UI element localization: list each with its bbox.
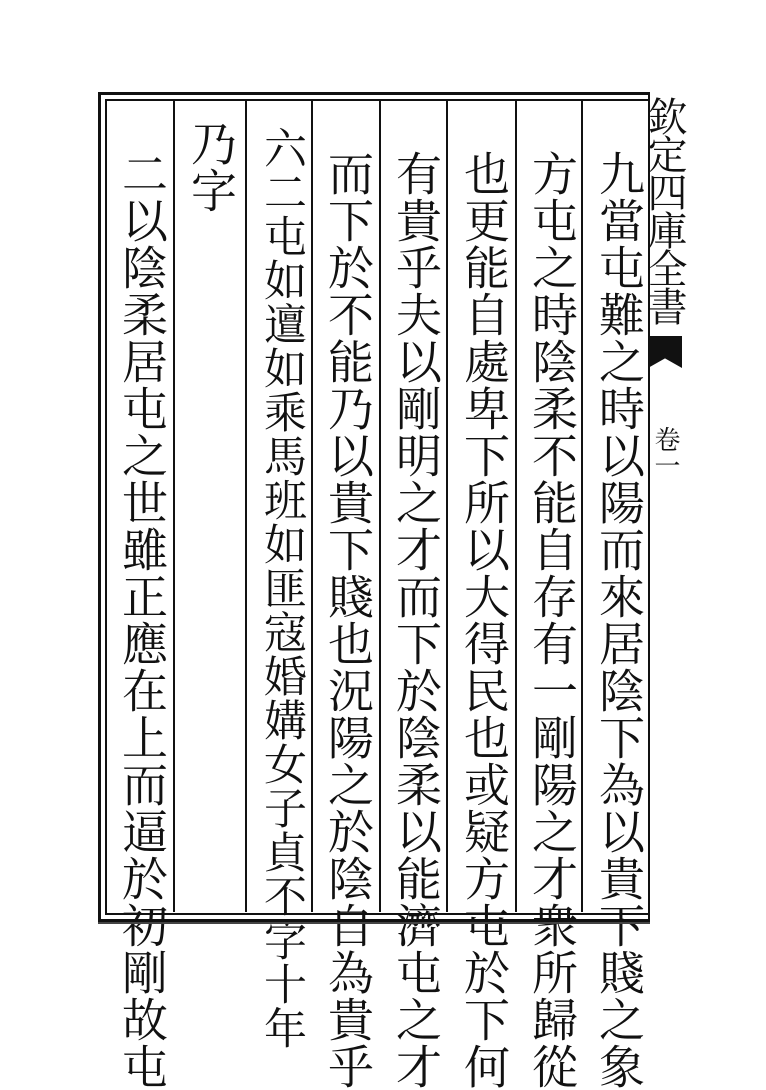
text-column-3: 也更能自處卑下所以大得民也或疑方屯於下何 [457, 150, 511, 1090]
text-column-2: 方屯之時陰柔不能自存有一剛陽之才衆所歸從 [525, 150, 579, 1090]
text-column-7: 乃字 [184, 120, 238, 214]
text-column-4: 有貴乎夫以剛明之才而下於陰柔以能濟屯之才 [389, 150, 443, 1090]
column-rule [245, 100, 247, 912]
text-column-8: 二以陰柔居屯之世雖正應在上而逼於初剛故屯 [115, 150, 169, 1090]
text-column-1: 九當屯難之時以陽而來居陰下為以貴下賤之象 [592, 150, 646, 1090]
text-column-6: 六二屯如邅如乘馬班如匪寇婚媾女子貞不字十年 [257, 126, 307, 1050]
fish-tail-mark-icon [648, 336, 682, 368]
column-rule [173, 100, 175, 912]
column-rule [515, 100, 517, 912]
column-rule [379, 100, 381, 912]
column-rule [311, 100, 313, 912]
bottom-rule [98, 922, 650, 924]
juan-label: 卷一 [650, 426, 680, 478]
book-title: 欽定四庫全書 [641, 96, 687, 324]
text-column-5: 而下於不能乃以貴下賤也況陽之於陰自為貴乎 [321, 150, 375, 1090]
column-rule [446, 100, 448, 912]
page-margin [641, 96, 687, 926]
